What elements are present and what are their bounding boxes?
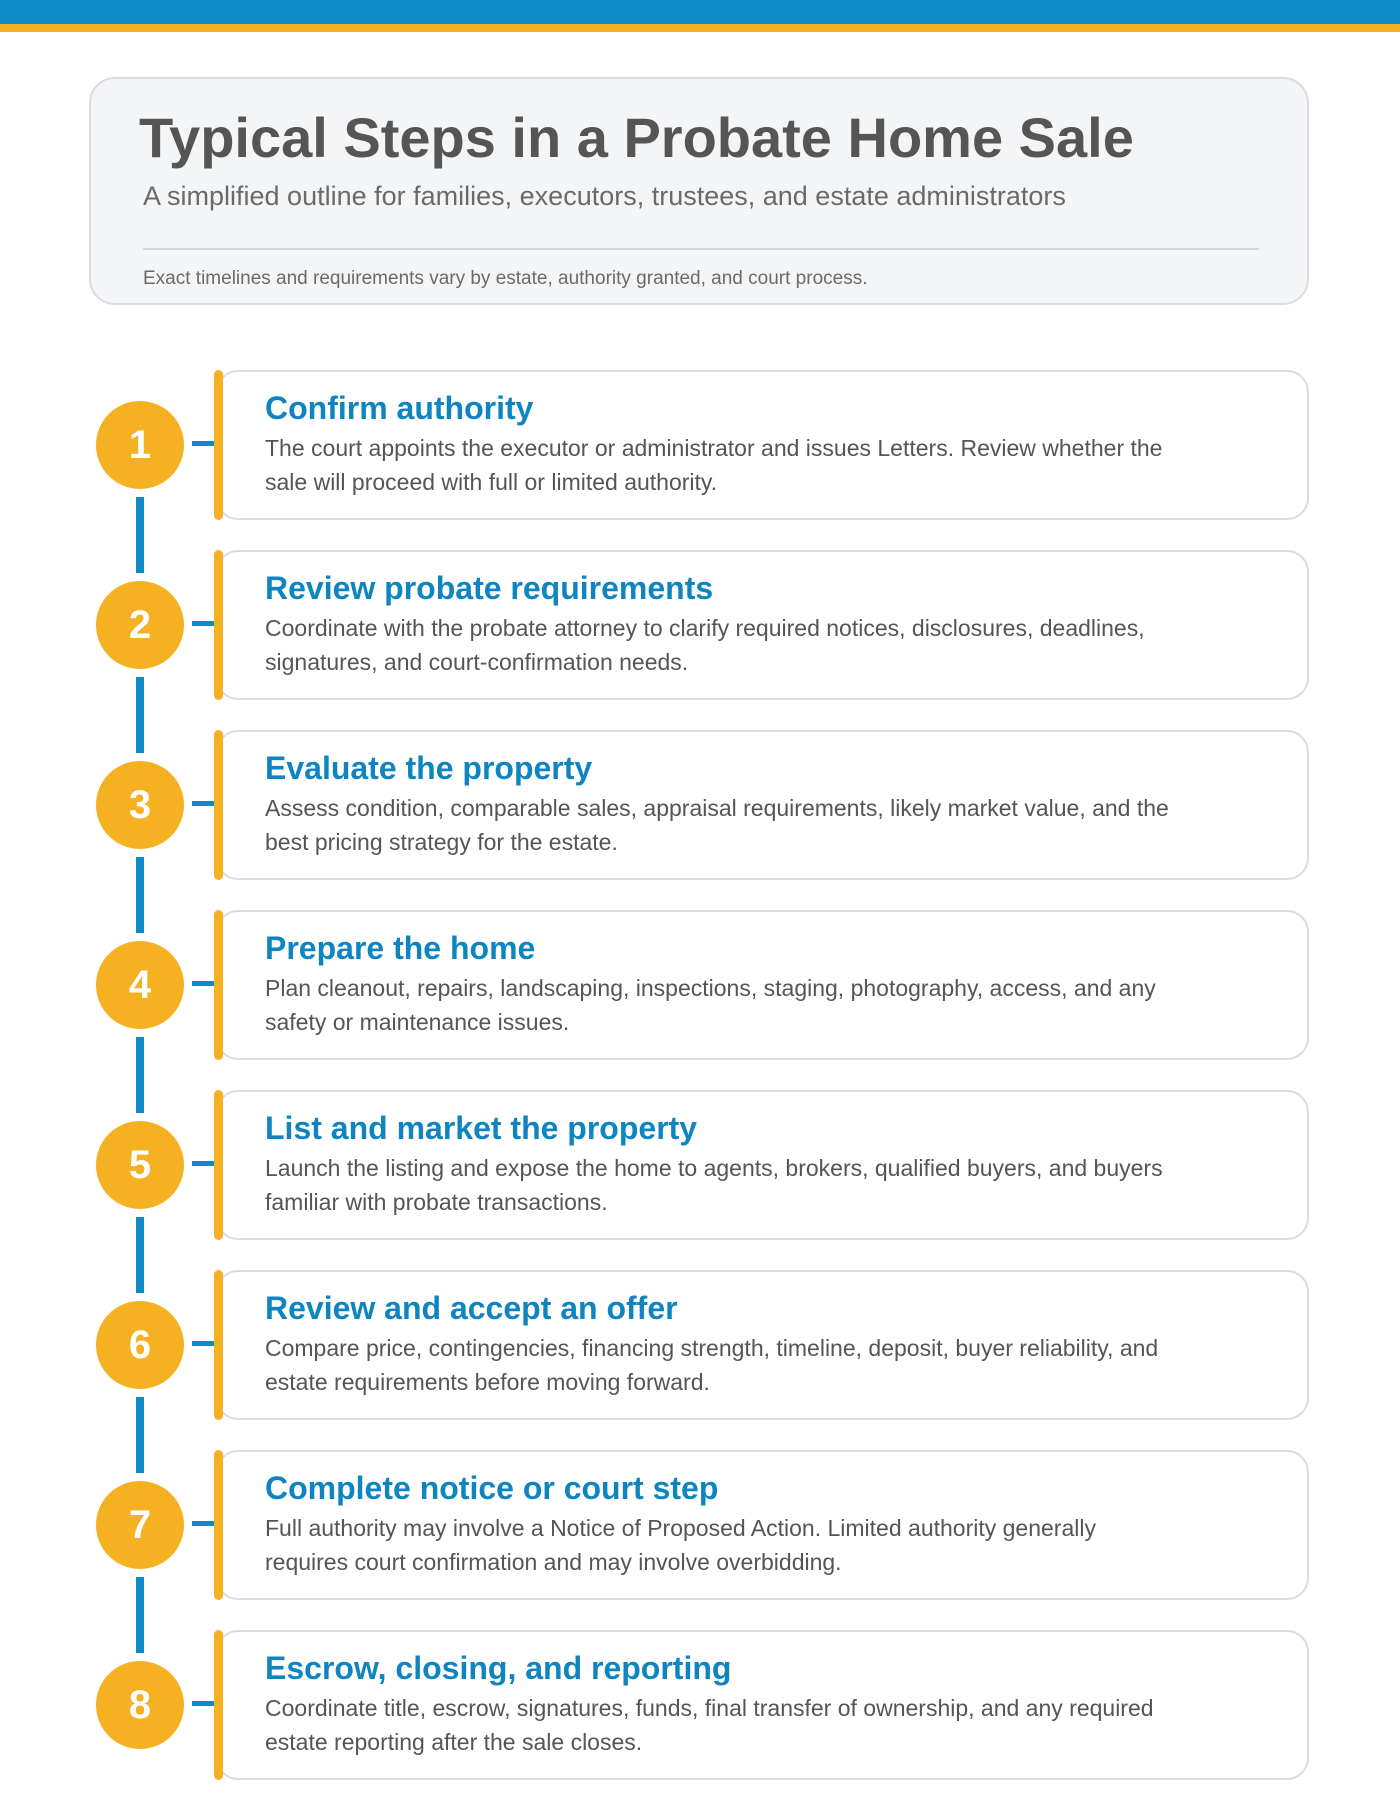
step-description: Compare price, contingencies, financing strength, timeline, deposit, buyer reliability, and estate requirements before moving forward. xyxy=(265,1335,1159,1395)
header-note: Exact timelines and requirements vary by estate, authority granted, and court process. xyxy=(143,268,868,289)
step-item xyxy=(0,370,1400,520)
step-accent-bar xyxy=(214,1270,223,1420)
step-item xyxy=(0,1450,1400,1600)
step-title: Evaluate the property xyxy=(265,750,593,786)
step-description: Coordinate title, escrow, signatures, funds, final transfer of ownership, and any required estate reporting after the sale closes. xyxy=(265,1695,1154,1755)
step-title: Review and accept an offer xyxy=(265,1290,678,1326)
step-item xyxy=(0,1630,1400,1780)
step-item xyxy=(0,1270,1400,1420)
step-title: Confirm authority xyxy=(265,390,534,426)
step-description: Full authority may involve a Notice of Proposed Action. Limited authority generally requires court confirmation and may involve overbidding. xyxy=(265,1515,1096,1575)
step-card xyxy=(216,370,1309,520)
step-accent-bar xyxy=(214,370,223,520)
step-connector-tick xyxy=(192,1341,216,1346)
step-connector-tick xyxy=(192,441,216,446)
step-number-badge: 3 xyxy=(96,761,184,849)
step-connector-tick xyxy=(192,801,216,806)
step-title: List and market the property xyxy=(265,1110,698,1146)
step-connector-tick xyxy=(192,1521,216,1526)
step-accent-bar xyxy=(214,550,223,700)
step-card xyxy=(216,550,1309,700)
step-number-badge: 8 xyxy=(96,1661,184,1749)
step-item xyxy=(0,910,1400,1060)
step-number-badge: 6 xyxy=(96,1301,184,1389)
step-accent-bar xyxy=(214,730,223,880)
page-title: Typical Steps in a Probate Home Sale xyxy=(139,106,1134,169)
step-connector-tick xyxy=(192,1701,216,1706)
step-accent-bar xyxy=(214,910,223,1060)
step-item xyxy=(0,730,1400,880)
step-title: Review probate requirements xyxy=(265,570,714,606)
step-title: Escrow, closing, and reporting xyxy=(265,1650,732,1686)
step-item xyxy=(0,550,1400,700)
step-description: Coordinate with the probate attorney to clarify required notices, disclosures, deadlines, signatures, and court-confirmation needs. xyxy=(265,615,1145,675)
step-description: Launch the listing and expose the home to agents, brokers, qualified buyers, and buyers familiar with probate transactions. xyxy=(265,1155,1163,1215)
step-accent-bar xyxy=(214,1450,223,1600)
step-number-badge: 4 xyxy=(96,941,184,1029)
step-card xyxy=(216,1450,1309,1600)
step-title: Complete notice or court step xyxy=(265,1470,719,1506)
step-description: The court appoints the executor or administrator and issues Letters. Review whether the sale will proceed with full or limited authority. xyxy=(265,435,1163,495)
step-description: Plan cleanout, repairs, landscaping, inspections, staging, photography, access, and any safety or maintenance issues. xyxy=(265,975,1156,1035)
step-card xyxy=(216,1090,1309,1240)
step-connector-tick xyxy=(192,1161,216,1166)
step-connector-tick xyxy=(192,621,216,626)
step-connector-tick xyxy=(192,981,216,986)
step-number-badge: 7 xyxy=(96,1481,184,1569)
page-subtitle: A simplified outline for families, executors, trustees, and estate administrators xyxy=(143,181,1066,211)
step-number-badge: 5 xyxy=(96,1121,184,1209)
step-description: Assess condition, comparable sales, appraisal requirements, likely market value, and the best pricing strategy for the estate. xyxy=(265,795,1169,855)
step-number-badge: 2 xyxy=(96,581,184,669)
step-card xyxy=(216,1630,1309,1780)
step-number-badge: 1 xyxy=(96,401,184,489)
step-title: Prepare the home xyxy=(265,930,536,966)
step-card xyxy=(216,1270,1309,1420)
step-card xyxy=(216,910,1309,1060)
step-item xyxy=(0,1090,1400,1240)
step-accent-bar xyxy=(214,1090,223,1240)
step-accent-bar xyxy=(214,1630,223,1780)
step-card xyxy=(216,730,1309,880)
